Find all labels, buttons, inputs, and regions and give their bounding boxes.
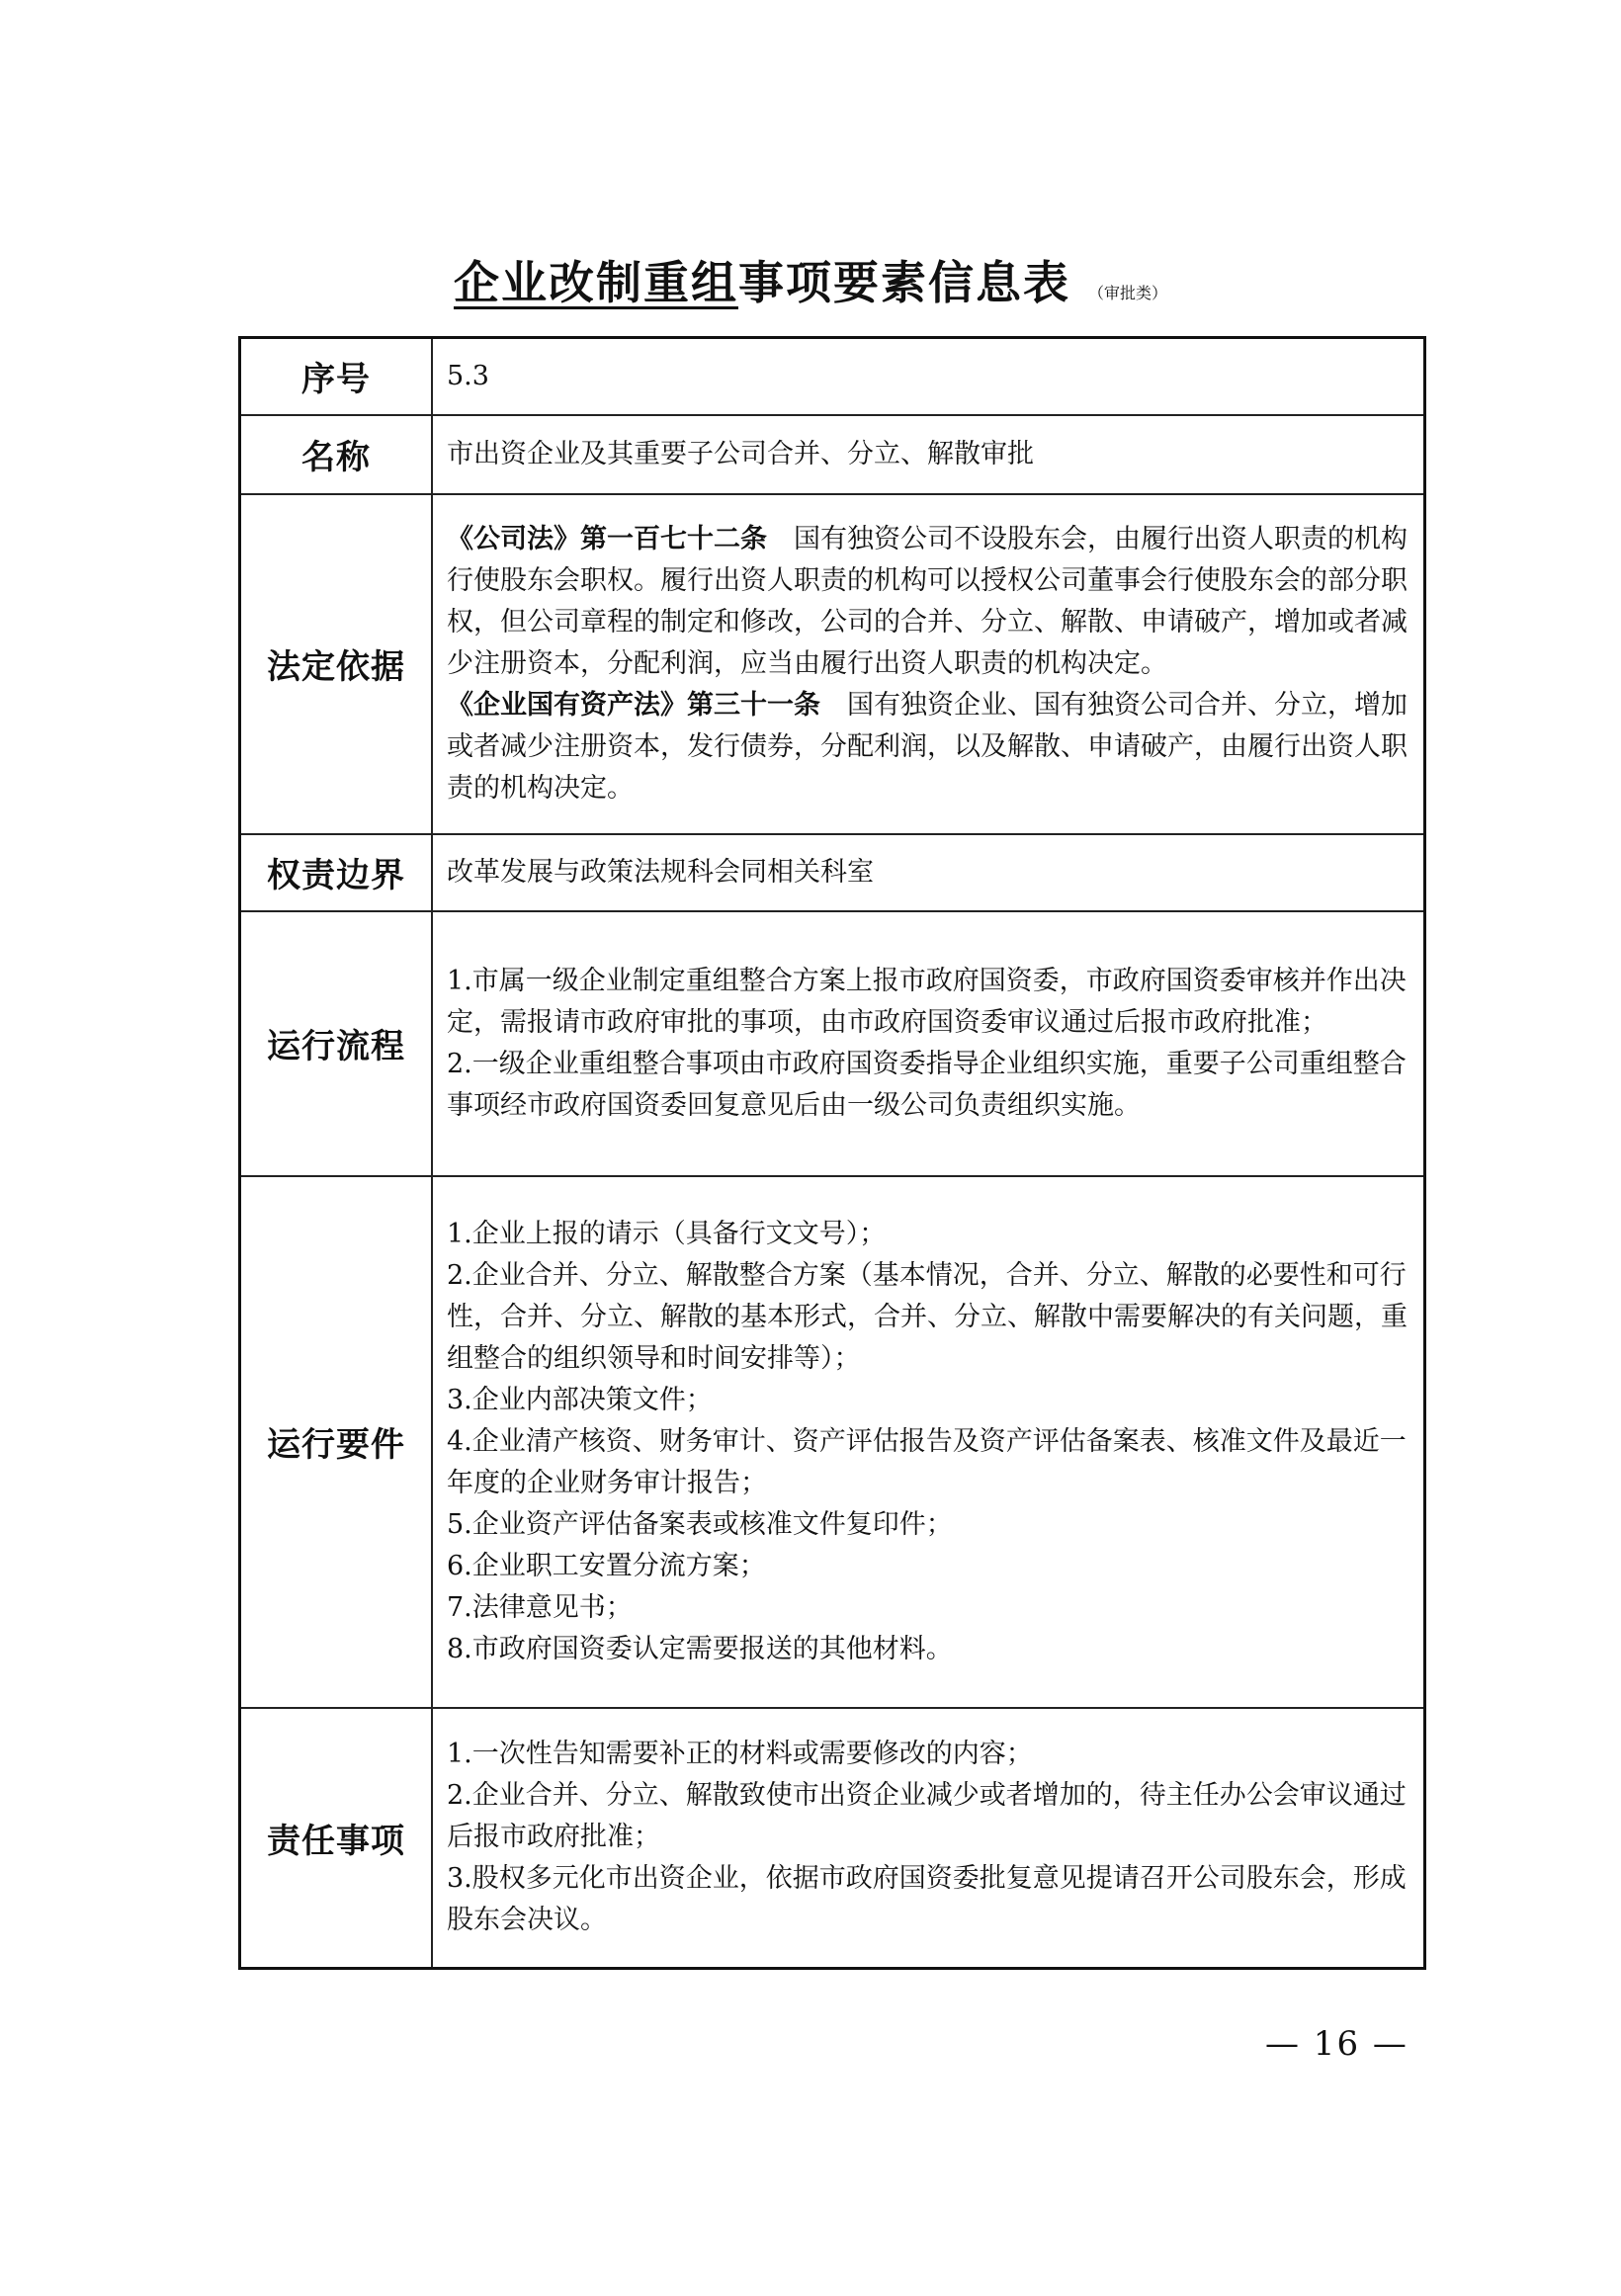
document-title [0, 247, 1621, 312]
row-duties [240, 1708, 1425, 1969]
label-duties: 责任事项 [240, 1708, 433, 1969]
row-boundary [240, 834, 1425, 911]
value-basis [432, 494, 1425, 834]
basis-item-head: 《公司法》第一百七十二条 [447, 523, 767, 554]
row-name [240, 415, 1425, 494]
requirement-item: 1.企业上报的请示（具备行文文号）； [447, 1218, 887, 1249]
requirement-item: 7.法律意见书； [447, 1591, 633, 1623]
title-underlined: 企业改制重组 [453, 256, 738, 309]
process-item: 1.市属一级企业制定重组整合方案上报市政府国资委，市政府国资委审核并作出决定，需报请市政府审批的事项，由市政府国资委审议通过后报市政府批准； [447, 965, 1407, 1038]
info-table [238, 336, 1426, 1970]
label-boundary: 权责边界 [240, 834, 433, 911]
label-requirements: 运行要件 [240, 1176, 433, 1708]
row-process [240, 911, 1425, 1176]
duty-item: 3.股权多元化市出资企业，依据市政府国资委批复意见提请召开公司股东会，形成股东会决议。 [447, 1863, 1407, 1936]
row-seq [240, 338, 1425, 415]
requirement-item: 8.市政府国资委认定需要报送的其他材料。 [447, 1633, 953, 1664]
basis-item-text: 国有独资公司不设股东会，由履行出资人职责的机构行使股东会职权。履行出资人职责的机构可以授权公司董事会行使股东会的部分职权，但公司章程的制定和修改，公司的合并、分立、解散、申请破产，增加或者减少注册资本，分配利润，应当由履行出资人职责的机构决定。 [447, 523, 1408, 679]
label-process: 运行流程 [240, 911, 433, 1176]
process-item: 2.一级企业重组整合事项由市政府国资委指导企业组织实施，重要子公司重组整合事项经市政府国资委回复意见后由一级公司负责组织实施。 [447, 1048, 1407, 1121]
basis-item-text: 国有独资企业、国有独资公司合并、分立，增加或者减少注册资本，发行债券，分配利润，以及解散、申请破产，由履行出资人职责的机构决定。 [447, 689, 1408, 804]
basis-item-head: 《企业国有资产法》第三十一条 [447, 689, 820, 721]
value-name: 市出资企业及其重要子公司合并、分立、解散审批 [432, 415, 1425, 494]
duty-item: 2.企业合并、分立、解散致使市出资企业减少或者增加的，待主任办公会审议通过后报市政府批准； [447, 1780, 1407, 1853]
basis-item [447, 685, 1415, 809]
value-requirements [432, 1176, 1425, 1708]
value-boundary: 改革发展与政策法规科会同相关科室 [432, 834, 1425, 911]
label-basis: 法定依据 [240, 494, 433, 834]
row-basis [240, 494, 1425, 834]
label-name: 名称 [240, 415, 433, 494]
requirement-item: 5.企业资产评估备案表或核准文件复印件； [447, 1508, 953, 1540]
basis-item [447, 519, 1415, 685]
row-requirements [240, 1176, 1425, 1708]
requirement-item: 4.企业清产核资、财务审计、资产评估报告及资产评估备案表、核准文件及最近一年度的企业财务审计报告； [447, 1425, 1407, 1498]
duty-item: 1.一次性告知需要补正的材料或需要修改的内容； [447, 1739, 1033, 1770]
value-seq: 5.3 [432, 338, 1425, 415]
title-subtitle: （审批类） [1088, 284, 1168, 302]
title-main: 事项要素信息表 [737, 256, 1070, 309]
value-process [432, 911, 1425, 1176]
page-number: — 16 — [1265, 2024, 1408, 2064]
requirement-item: 3.企业内部决策文件； [447, 1384, 713, 1415]
label-seq: 序号 [240, 338, 433, 415]
requirement-item: 2.企业合并、分立、解散整合方案（基本情况，合并、分立、解散的必要性和可行性，合并、分立、解散的基本形式，合并、分立、解散中需要解决的有关问题，重组整合的组织领导和时间安排等）； [447, 1259, 1408, 1374]
requirement-item: 6.企业职工安置分流方案； [447, 1550, 766, 1581]
value-duties [432, 1708, 1425, 1969]
